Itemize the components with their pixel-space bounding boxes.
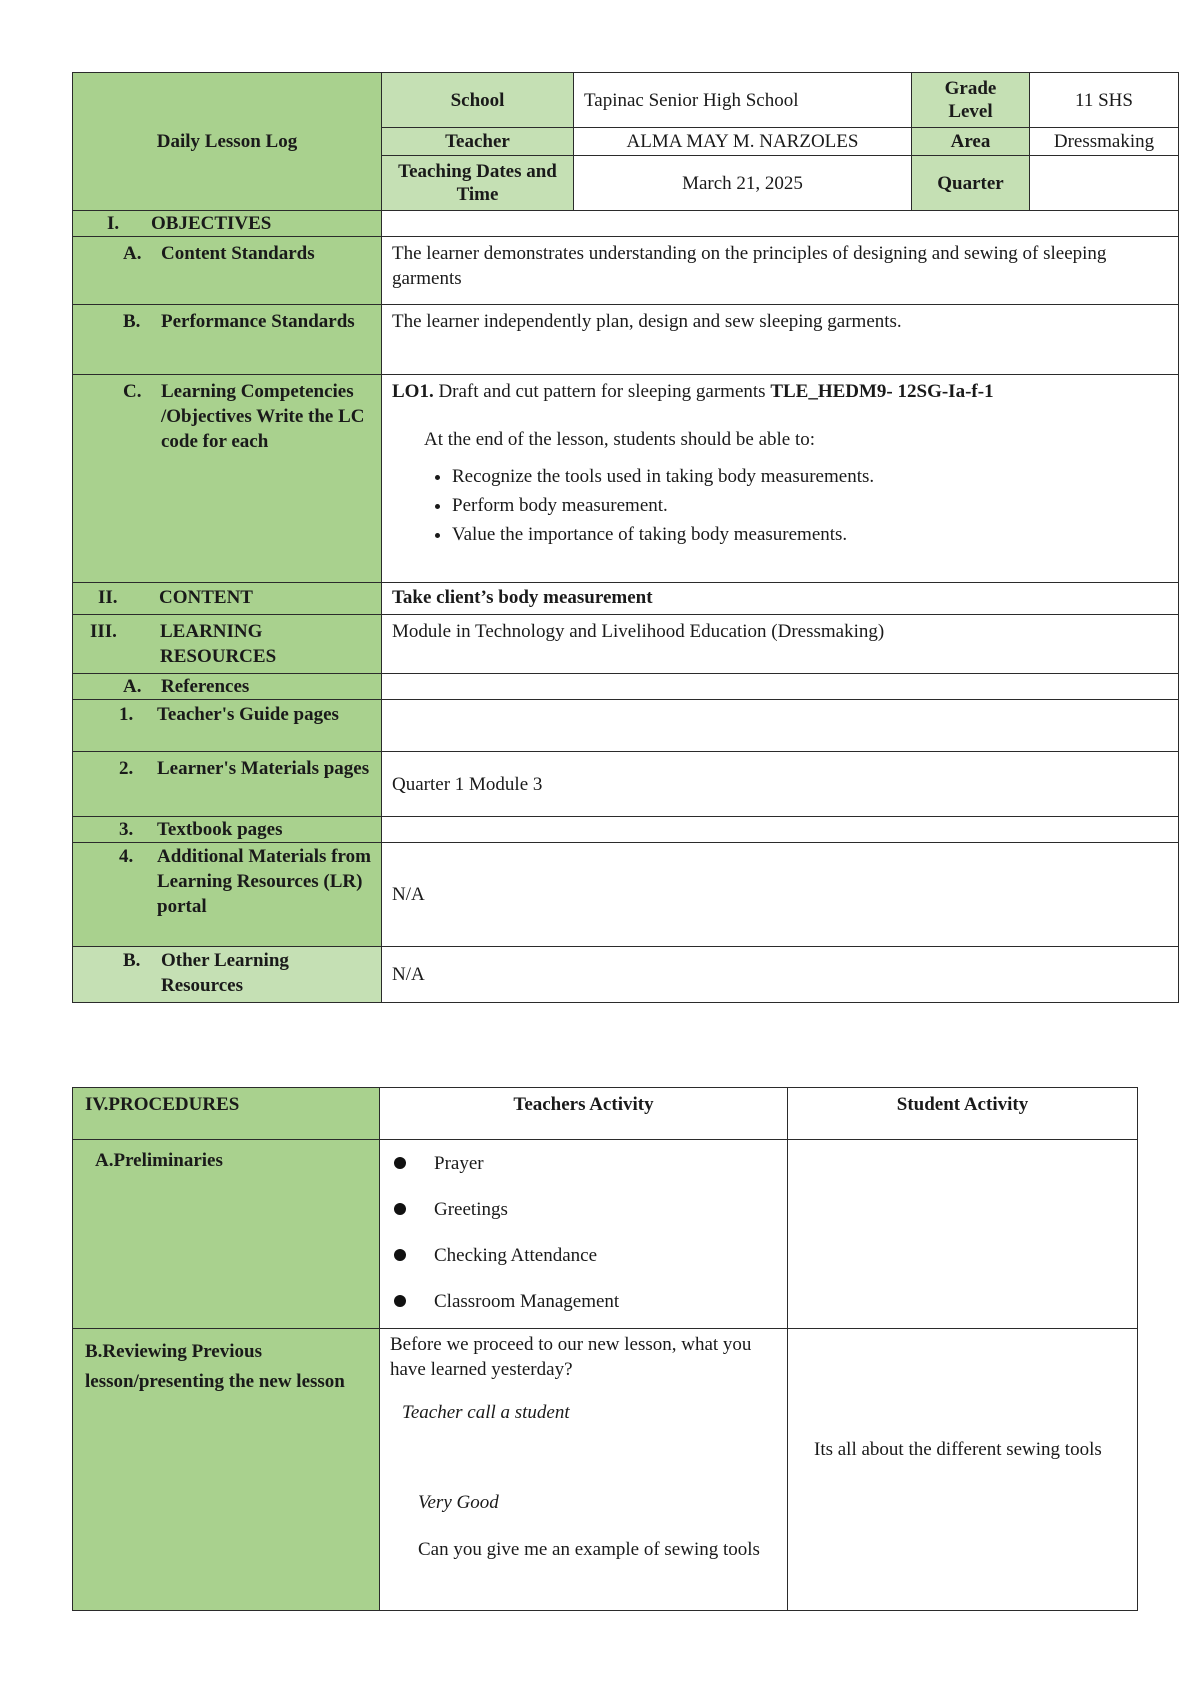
references-label: A. References (73, 674, 382, 700)
reviewing-label: B.Reviewing Previous lesson/presenting the new lesson (73, 1329, 380, 1611)
learners-materials-label: 2. Learner's Materials pages (73, 752, 382, 817)
list-item: • Perform body measurement. (452, 493, 1168, 518)
performance-standards-label: B. Performance Standards (73, 305, 382, 375)
teacher-question-1: Before we proceed to our new lesson, what you have learned yesterday? (390, 1334, 752, 1380)
area-label: Area (912, 128, 1030, 156)
performance-standards-value: The learner independently plan, design and sew sleeping garments. (382, 305, 1179, 375)
content-standards-value: The learner demonstrates understanding on the principles of designing and sewing of sleeping garments (382, 237, 1179, 305)
area-value: Dressmaking (1030, 128, 1179, 156)
teaching-dates-value: March 21, 2025 (574, 156, 912, 211)
list-item: Classroom Management (390, 1278, 777, 1324)
teachers-guide-value (382, 700, 1179, 752)
lo-line: LO1. Draft and cut pattern for sleeping garments TLE_HEDM9- 12SG-Ia-f-1 (392, 381, 994, 402)
procedures-heading: IV.PROCEDURES (73, 1088, 380, 1140)
quarter-label: Quarter (912, 156, 1030, 211)
bullet-icon (394, 1249, 406, 1261)
textbook-label: 3. Textbook pages (73, 817, 382, 843)
content-value: Take client’s body measurement (382, 583, 1179, 615)
learning-competencies-value (382, 375, 1179, 583)
teachers-activity-header: Teachers Activity (380, 1088, 788, 1140)
list-item: Checking Attendance (390, 1232, 777, 1278)
list-item: • Recognize the tools used in taking body measurements. (452, 464, 1168, 489)
learning-competencies-label: C. Learning Competencies /Objectives Write the LC code for each (73, 375, 382, 583)
bullet-icon (394, 1295, 406, 1307)
reviewing-teacher (380, 1329, 788, 1611)
preliminaries-list (390, 1140, 777, 1324)
list-item: Prayer (390, 1140, 777, 1186)
school-label: School (382, 73, 574, 128)
lesson-log-table (72, 72, 1179, 1003)
learning-resources-heading: III. LEARNING RESOURCES (73, 615, 382, 674)
other-resources-value: N/A (382, 947, 1179, 1003)
teacher-value: ALMA MAY M. NARZOLES (574, 128, 912, 156)
lo-intro: At the end of the lesson, students should be able to: (424, 429, 816, 450)
daily-lesson-log-title: Daily Lesson Log (73, 73, 382, 211)
student-activity-header: Student Activity (788, 1088, 1138, 1140)
student-answer: Its all about the different sewing tools (814, 1439, 1102, 1460)
school-value: Tapinac Senior High School (574, 73, 912, 128)
bullet-icon (394, 1203, 406, 1215)
teacher-question-2: Can you give me an example of sewing tools (418, 1539, 760, 1560)
teaching-dates-label: Teaching Dates and Time (382, 156, 574, 211)
objectives-heading: I. OBJECTIVES (73, 211, 382, 237)
teachers-guide-label: 1. Teacher's Guide pages (73, 700, 382, 752)
grade-level-value: 11 SHS (1030, 73, 1179, 128)
bullet-icon (394, 1157, 406, 1169)
list-item: Greetings (390, 1186, 777, 1232)
learners-materials-value: Quarter 1 Module 3 (382, 752, 1179, 817)
teacher-call: Teacher call a student (402, 1402, 570, 1423)
additional-materials-value: N/A (382, 843, 1179, 947)
teacher-praise: Very Good (418, 1492, 499, 1513)
reviewing-student (788, 1329, 1138, 1611)
list-item: • Value the importance of taking body measurements. (452, 522, 1168, 547)
references-value (382, 674, 1179, 700)
other-resources-label: B. Other Learning Resources (73, 947, 382, 1003)
additional-materials-label: 4. Additional Materials from Learning Resources (LR) portal (73, 843, 382, 947)
content-heading: II. CONTENT (73, 583, 382, 615)
quarter-value (1030, 156, 1179, 211)
teacher-label: Teacher (382, 128, 574, 156)
lo-items (392, 464, 1168, 547)
content-standards-label: A. Content Standards (73, 237, 382, 305)
textbook-value (382, 817, 1179, 843)
preliminaries-label: A.Preliminaries (73, 1140, 380, 1329)
procedures-table (72, 1087, 1138, 1611)
grade-level-label: Grade Level (912, 73, 1030, 128)
learning-resources-value: Module in Technology and Livelihood Education (Dressmaking) (382, 615, 1179, 674)
preliminaries-student (788, 1140, 1138, 1329)
preliminaries-teacher (380, 1140, 788, 1329)
objectives-value (382, 211, 1179, 237)
